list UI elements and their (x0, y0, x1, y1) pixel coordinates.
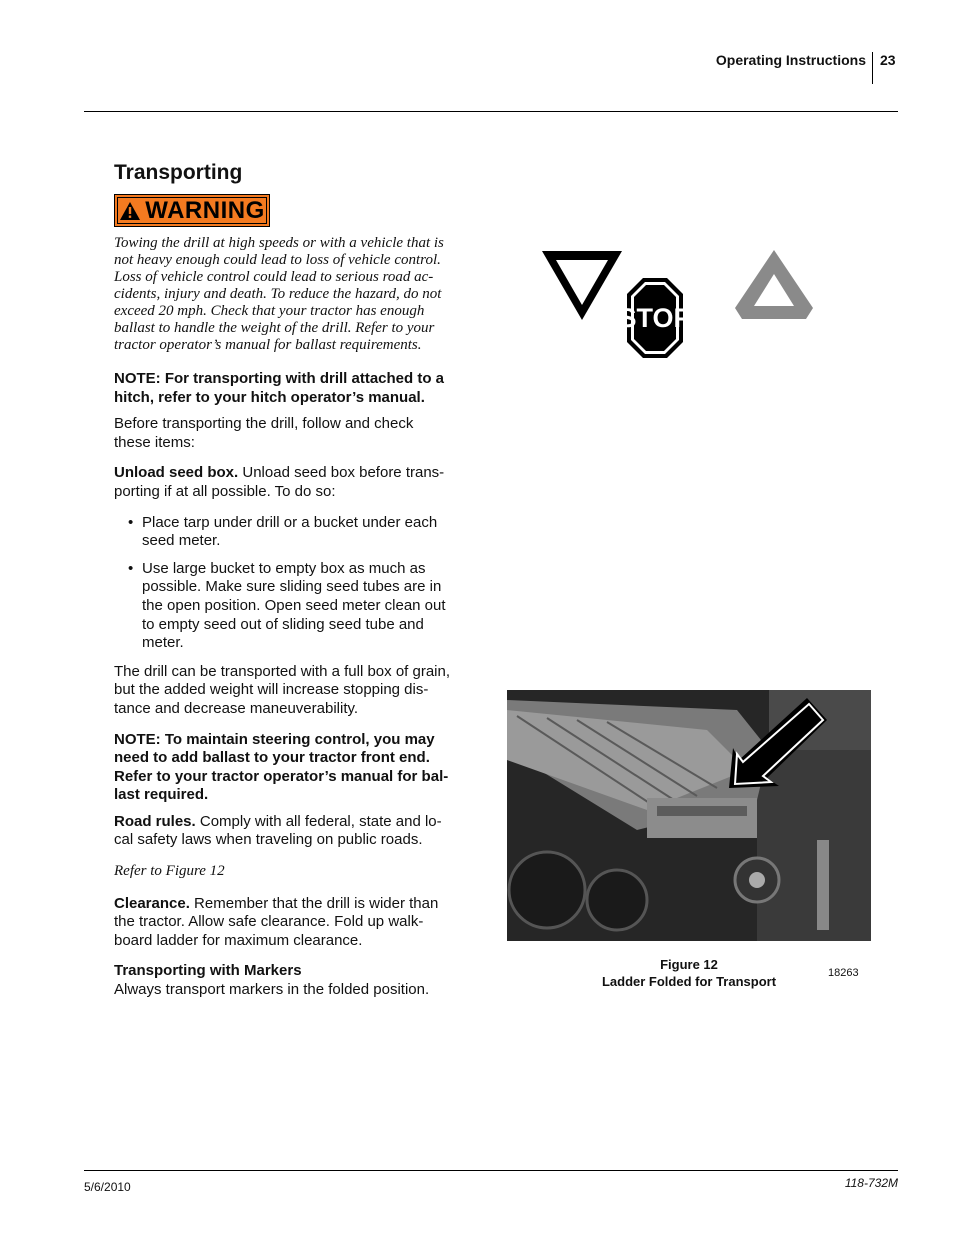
unload-text: Unload seed box before trans-porting if at all possible. To do so: (114, 464, 445, 500)
note-hitch: NOTE: For transporting with drill attached to a hitch, refer to your hitch operator’s manual. (114, 370, 445, 406)
ladder-folded-photo (507, 690, 871, 941)
warning-triangle-icon (119, 201, 141, 221)
figure-number: Figure 12 (660, 957, 718, 972)
unload-paragraph (114, 464, 454, 501)
road-rules-text: Comply with all federal, state and lo-cal safety laws when traveling on public roads. (114, 812, 442, 849)
warning-badge (114, 194, 270, 227)
unload-label: Unload seed box. (114, 464, 239, 482)
unload-list (114, 514, 454, 653)
slow-moving-vehicle-sign-icon (735, 250, 813, 319)
list-item: • Use large bucket to empty box as much as possible. Make sure sliding seed tubes are in the open position. Open seed meter clean out to empty seed out of sliding seed tube and meter. (142, 560, 454, 653)
clearance-label: Clearance. (114, 894, 190, 912)
stop-sign-text: STOP (618, 303, 692, 333)
clearance-text: Remember that the drill is wider than the tractor. Allow safe clearance. Fold up walk-board ladder for maximum clearance. (114, 894, 439, 949)
header-separator (872, 52, 873, 84)
header-section-title: Operating Instructions (715, 52, 866, 68)
footer-doc-number: 118-732M (844, 1176, 898, 1190)
road-rules-paragraph (114, 813, 454, 850)
yield-sign-icon (542, 251, 622, 320)
note-ballast: NOTE: To maintain steering control, you may need to add ballast to your tractor front end. Refer to your tractor operator’s manual for bal-last required. (114, 730, 449, 804)
road-rules-label: Road rules. (114, 812, 196, 830)
markers-heading: Transporting with Markers (114, 962, 302, 980)
clearance-paragraph (114, 895, 454, 951)
markers-text: Always transport markers in the folded position. (114, 981, 430, 999)
warning-text: Towing the drill at high speeds or with a vehicle that is not heavy enough could lead to loss of vehicle control. Loss of vehicle control could lead to serious road ac-cidents, injury and death. To reduce the hazard, do not exceed 20 mph. Check that your tractor has enough ballast to handle the weight of the drill. Refer to your tractor operator’s manual for ballast requirements. (114, 235, 444, 353)
figure-title: Ladder Folded for Transport (601, 974, 777, 989)
footer-date: 5/6/2010 (84, 1180, 131, 1194)
section-title: Transporting (114, 161, 243, 184)
intro-text: Before transporting the drill, follow and check these items: (114, 415, 414, 451)
footer-rule (84, 1170, 898, 1171)
road-signs (536, 246, 826, 362)
full-box-text: The drill can be transported with a full box of grain, but the added weight will increase stopping dis-tance and decrease maneuverability. (114, 662, 451, 717)
figure-caption (589, 956, 789, 990)
stop-sign-icon (618, 278, 691, 358)
figure-reference: Refer to Figure 12 (114, 863, 225, 880)
main-column (114, 160, 454, 1012)
warning-label: WARNING (145, 196, 265, 224)
list-item: • Place tarp under drill or a bucket under each seed meter. (142, 514, 454, 551)
figure-image-id: 18263 (828, 967, 859, 979)
page-number: 23 (880, 52, 896, 68)
header-rule (84, 111, 898, 112)
